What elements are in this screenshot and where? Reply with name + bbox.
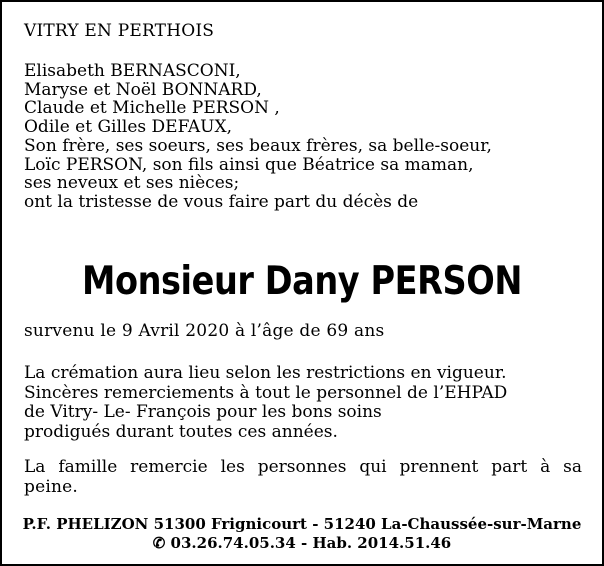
family-line: ses neveux et ses nièces; (24, 173, 240, 194)
cremation-line: de Vitry- Le- François pour les bons soins (24, 402, 382, 422)
cremation-line: La crémation aura lieu selon les restrictions en vigueur. (24, 363, 507, 383)
family-line: Odile et Gilles DEFAUX, (24, 117, 233, 138)
family-line: ont la tristesse de vous faire part du décès de (24, 191, 419, 212)
cremation-paragraph (24, 364, 507, 442)
deceased-name: Monsieur Dany PERSON (82, 259, 522, 304)
family-line: Elisabeth BERNASCONI, (24, 61, 241, 81)
contact-line: ✆ 03.26.74.05.34 - Hab. 2014.51.46 (152, 534, 452, 552)
family-line: Son frère, ses soeurs, ses beaux frères, sa belle-soeur, (24, 135, 492, 156)
date-line: survenu le 9 Avril 2020 à l’âge de 69 ans (24, 321, 385, 341)
cremation-line: Sincères remerciements à tout le personnel de l’EHPAD (24, 382, 508, 403)
family-list (24, 62, 492, 212)
thanks-line-1: La famille remercie les personnes qui prennent part à sa (24, 457, 582, 477)
cremation-line: prodigués durant toutes ces années. (24, 421, 338, 442)
family-line: Claude et Michelle PERSON , (24, 98, 280, 119)
thanks-line-2: peine. (24, 477, 78, 497)
location-heading: VITRY EN PERTHOIS (24, 21, 215, 41)
family-line: Loïc PERSON, son fils ainsi que Béatrice sa maman, (24, 154, 474, 175)
funeral-home-line: P.F. PHELIZON 51300 Frignicourt - 51240 La-Chaussée-sur-Marne (22, 515, 582, 533)
family-line: Maryse et Noël BONNARD, (24, 79, 262, 100)
